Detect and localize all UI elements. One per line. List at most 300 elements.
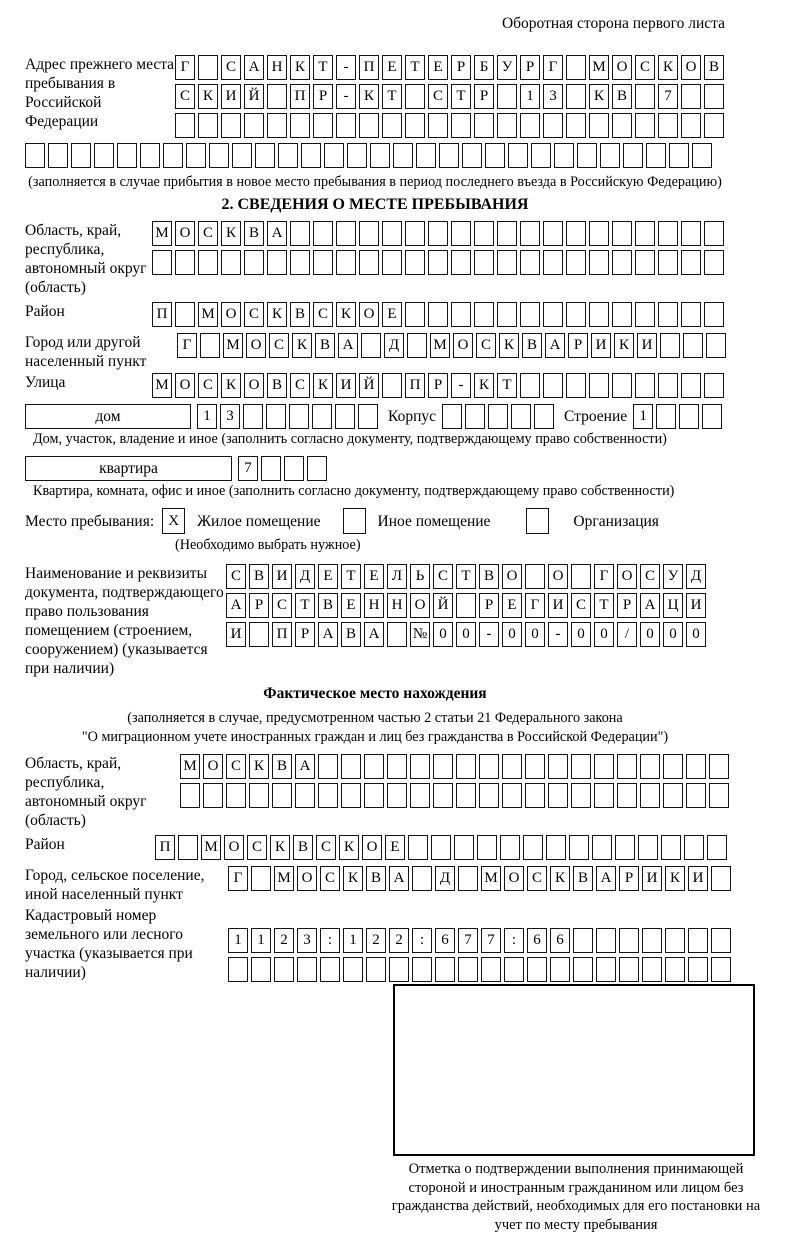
char-cell: П — [290, 84, 310, 109]
char-cell — [686, 783, 706, 808]
char-cell — [527, 957, 547, 982]
char-cell — [711, 866, 731, 891]
char-cell: В — [479, 564, 499, 589]
prev-address-row-4 — [25, 143, 725, 168]
char-cell: О — [221, 302, 241, 327]
char-cell — [387, 622, 407, 647]
char-cell: Т — [594, 593, 614, 618]
cadastre-row-2 — [228, 957, 731, 982]
section2-title: 2. СВЕДЕНИЯ О МЕСТЕ ПРЕБЫВАНИЯ — [221, 196, 529, 213]
char-cell — [335, 404, 355, 429]
char-cell: О — [502, 564, 522, 589]
char-cell — [387, 783, 407, 808]
char-cell — [589, 373, 609, 398]
char-cell — [382, 113, 402, 138]
char-cell: Д — [295, 564, 315, 589]
char-cell — [289, 404, 309, 429]
char-cell: 7 — [238, 456, 258, 481]
char-cell — [526, 508, 549, 534]
document-row-3 — [226, 622, 706, 647]
char-cell — [198, 250, 218, 275]
char-cell — [681, 373, 701, 398]
char-cell — [407, 333, 427, 358]
char-cell: : — [412, 928, 432, 953]
char-cell — [711, 928, 731, 953]
char-cell: В — [267, 373, 287, 398]
char-cell: А — [338, 333, 358, 358]
char-cell: О — [504, 866, 524, 891]
char-cell — [600, 143, 620, 168]
actual-city-label: Город, сельское поселение, иной населенный пункт — [25, 867, 205, 903]
char-cell — [175, 250, 195, 275]
char-cell: С — [226, 564, 246, 589]
char-cell: 6 — [550, 928, 570, 953]
char-cell — [566, 55, 586, 80]
char-cell: Ь — [410, 564, 430, 589]
char-cell — [435, 957, 455, 982]
char-cell: 2 — [389, 928, 409, 953]
char-cell: И — [548, 593, 568, 618]
char-cell — [481, 957, 501, 982]
char-cell — [243, 404, 263, 429]
char-cell — [635, 250, 655, 275]
char-cell: Р — [568, 333, 588, 358]
char-cell — [382, 221, 402, 246]
char-cell — [336, 250, 356, 275]
char-cell — [681, 84, 701, 109]
char-cell: К — [313, 373, 333, 398]
char-cell: В — [290, 302, 310, 327]
char-cell — [525, 564, 545, 589]
stay-type-label: Место пребывания: — [25, 512, 155, 530]
char-cell: Е — [502, 593, 522, 618]
char-cell — [619, 928, 639, 953]
char-cell — [704, 84, 724, 109]
char-cell — [497, 302, 517, 327]
apartment-number-row — [238, 456, 327, 481]
char-cell — [594, 754, 614, 779]
char-cell: И — [226, 622, 246, 647]
char-cell — [474, 302, 494, 327]
char-cell: Д — [686, 564, 706, 589]
char-cell — [681, 221, 701, 246]
char-cell: 2 — [366, 928, 386, 953]
char-cell — [589, 302, 609, 327]
char-cell: А — [295, 754, 315, 779]
char-cell — [497, 113, 517, 138]
char-cell — [704, 302, 724, 327]
char-cell: Е — [428, 55, 448, 80]
char-cell — [592, 835, 612, 860]
char-cell — [255, 143, 275, 168]
korpus-row — [442, 404, 554, 429]
char-cell — [704, 221, 724, 246]
char-cell: О — [246, 333, 266, 358]
prev-address-block — [25, 55, 725, 138]
char-cell — [573, 957, 593, 982]
char-cell: 7 — [458, 928, 478, 953]
char-cell: М — [430, 333, 450, 358]
char-cell: С — [527, 866, 547, 891]
char-cell — [228, 957, 248, 982]
char-cell — [336, 221, 356, 246]
char-cell: Н — [364, 593, 384, 618]
char-cell: 1 — [251, 928, 271, 953]
char-cell: К — [550, 866, 570, 891]
char-cell: А — [267, 221, 287, 246]
char-cell — [711, 957, 731, 982]
char-cell: Д — [435, 866, 455, 891]
city-row — [177, 333, 726, 358]
char-cell — [589, 221, 609, 246]
char-cell — [267, 84, 287, 109]
char-cell: 3 — [543, 84, 563, 109]
char-cell: М — [274, 866, 294, 891]
actual-location-note-2: "О миграционном учете иностранных граждан и лиц без гражданства в Российской Федерации") — [81, 729, 669, 745]
char-cell: К — [499, 333, 519, 358]
char-cell — [709, 754, 729, 779]
char-cell — [324, 143, 344, 168]
char-cell: И — [591, 333, 611, 358]
char-cell: С — [316, 835, 336, 860]
char-cell — [290, 250, 310, 275]
actual-location-title: Фактическое место нахождения — [263, 685, 487, 702]
char-cell — [458, 957, 478, 982]
option-residential-label: Жилое помещение — [197, 512, 321, 530]
char-cell — [186, 143, 206, 168]
char-cell — [635, 221, 655, 246]
char-cell: И — [221, 84, 241, 109]
char-cell: О — [612, 55, 632, 80]
char-cell: Е — [382, 55, 402, 80]
char-cell — [71, 143, 91, 168]
char-cell — [704, 113, 724, 138]
char-cell: В — [315, 333, 335, 358]
char-cell — [531, 143, 551, 168]
char-cell — [382, 373, 402, 398]
char-cell: С — [198, 221, 218, 246]
char-cell: Е — [341, 593, 361, 618]
cadastre-row-1 — [228, 928, 731, 953]
char-cell — [451, 250, 471, 275]
char-cell — [566, 373, 586, 398]
char-cell: И — [686, 593, 706, 618]
char-cell — [366, 957, 386, 982]
char-cell — [635, 113, 655, 138]
char-cell — [543, 250, 563, 275]
char-cell — [681, 302, 701, 327]
char-cell: С — [272, 593, 292, 618]
char-cell — [318, 783, 338, 808]
char-cell — [343, 508, 366, 534]
char-cell — [520, 250, 540, 275]
char-cell — [619, 957, 639, 982]
korpus-label: Корпус — [388, 408, 436, 425]
char-cell: К — [290, 55, 310, 80]
char-cell — [359, 250, 379, 275]
char-cell — [428, 113, 448, 138]
char-cell — [543, 113, 563, 138]
char-cell — [642, 957, 662, 982]
char-cell — [704, 373, 724, 398]
char-cell: Т — [405, 55, 425, 80]
char-cell — [635, 373, 655, 398]
char-cell: П — [405, 373, 425, 398]
apartment-line — [25, 456, 725, 481]
char-cell — [681, 250, 701, 275]
char-cell — [200, 333, 220, 358]
char-cell — [313, 221, 333, 246]
confirmation-stamp-box — [393, 984, 755, 1156]
actual-region-block — [25, 754, 725, 830]
char-cell: С — [244, 302, 264, 327]
char-cell — [290, 221, 310, 246]
char-cell: 0 — [456, 622, 476, 647]
char-cell: № — [410, 622, 430, 647]
char-cell — [358, 404, 378, 429]
char-cell — [266, 404, 286, 429]
char-cell — [679, 404, 699, 429]
char-cell — [686, 754, 706, 779]
char-cell — [433, 783, 453, 808]
char-cell: О — [203, 754, 223, 779]
char-cell — [178, 835, 198, 860]
char-cell: Й — [433, 593, 453, 618]
char-cell: Н — [267, 55, 287, 80]
char-cell — [479, 754, 499, 779]
char-cell: О — [362, 835, 382, 860]
char-cell — [313, 250, 333, 275]
char-cell — [410, 783, 430, 808]
char-cell — [706, 333, 726, 358]
char-cell: О — [244, 373, 264, 398]
char-cell: 0 — [594, 622, 614, 647]
char-cell — [318, 754, 338, 779]
char-cell — [428, 221, 448, 246]
char-cell — [458, 866, 478, 891]
char-cell — [451, 113, 471, 138]
char-cell — [290, 113, 310, 138]
char-cell — [638, 835, 658, 860]
char-cell: К — [339, 835, 359, 860]
char-cell: М — [481, 866, 501, 891]
char-cell — [589, 113, 609, 138]
char-cell — [359, 221, 379, 246]
char-cell: А — [640, 593, 660, 618]
house-number-row — [197, 404, 378, 429]
char-cell — [249, 783, 269, 808]
char-cell — [442, 404, 462, 429]
char-cell: О — [617, 564, 637, 589]
char-cell — [566, 84, 586, 109]
char-cell — [566, 221, 586, 246]
char-cell: К — [589, 84, 609, 109]
char-cell — [274, 957, 294, 982]
actual-district-label: Район — [25, 836, 65, 853]
char-cell — [665, 957, 685, 982]
char-cell — [267, 250, 287, 275]
street-row — [152, 373, 724, 398]
char-cell: М — [223, 333, 243, 358]
char-cell — [534, 404, 554, 429]
char-cell — [589, 250, 609, 275]
char-cell — [688, 928, 708, 953]
char-cell — [451, 221, 471, 246]
char-cell — [661, 835, 681, 860]
char-cell — [640, 783, 660, 808]
actual-region-row-1 — [180, 754, 729, 779]
cadastre-label: Кадастровый номер земельного или лесного участка (указывается при наличии) — [25, 907, 193, 981]
char-cell: К — [665, 866, 685, 891]
char-cell: Р — [617, 593, 637, 618]
char-cell: С — [428, 84, 448, 109]
char-cell: 1 — [633, 404, 653, 429]
char-cell — [428, 250, 448, 275]
stay-type-line — [25, 508, 725, 534]
char-cell — [244, 250, 264, 275]
region-row-2 — [152, 250, 724, 275]
actual-city-block — [25, 866, 725, 904]
char-cell — [405, 113, 425, 138]
char-cell — [612, 113, 632, 138]
checkbox-residential — [154, 508, 185, 534]
char-cell: С — [476, 333, 496, 358]
char-cell — [548, 783, 568, 808]
char-cell: Т — [295, 593, 315, 618]
char-cell: 0 — [640, 622, 660, 647]
char-cell — [543, 373, 563, 398]
char-cell: А — [545, 333, 565, 358]
char-cell — [203, 783, 223, 808]
char-cell — [364, 783, 384, 808]
prev-address-label: Адрес прежнего места пребывания в Российской Федерации — [25, 56, 175, 130]
char-cell: О — [548, 564, 568, 589]
char-cell: Р — [451, 55, 471, 80]
char-cell — [658, 373, 678, 398]
char-cell — [683, 333, 703, 358]
char-cell: К — [267, 302, 287, 327]
char-cell: 2 — [274, 928, 294, 953]
actual-district-block — [25, 835, 725, 860]
char-cell: П — [359, 55, 379, 80]
char-cell — [702, 404, 722, 429]
char-cell: 0 — [571, 622, 591, 647]
char-cell: М — [152, 221, 172, 246]
char-cell — [520, 373, 540, 398]
char-cell — [642, 928, 662, 953]
option-organization-label: Организация — [573, 512, 659, 530]
char-cell: Р — [249, 593, 269, 618]
char-cell — [554, 143, 574, 168]
char-cell — [465, 404, 485, 429]
char-cell: Ц — [663, 593, 683, 618]
city-label: Город или другой населенный пункт — [25, 334, 147, 370]
char-cell — [665, 928, 685, 953]
char-cell — [320, 957, 340, 982]
char-cell: 7 — [658, 84, 678, 109]
char-cell — [408, 835, 428, 860]
char-cell — [669, 143, 689, 168]
char-cell — [454, 835, 474, 860]
char-cell — [428, 302, 448, 327]
char-cell: С — [433, 564, 453, 589]
char-cell — [523, 835, 543, 860]
char-cell — [272, 783, 292, 808]
char-cell: А — [318, 622, 338, 647]
char-cell — [566, 302, 586, 327]
char-cell — [456, 783, 476, 808]
prev-address-row-2 — [175, 84, 724, 109]
char-cell: О — [224, 835, 244, 860]
char-cell — [596, 928, 616, 953]
char-cell: О — [175, 221, 195, 246]
char-cell: / — [617, 622, 637, 647]
char-cell — [405, 302, 425, 327]
char-cell: А — [596, 866, 616, 891]
char-cell — [658, 302, 678, 327]
char-cell — [707, 835, 727, 860]
char-cell: Т — [497, 373, 517, 398]
char-cell — [198, 55, 218, 80]
char-cell — [405, 250, 425, 275]
char-cell — [571, 783, 591, 808]
char-cell — [175, 302, 195, 327]
apartment-type-box: квартира — [25, 456, 232, 481]
char-cell — [361, 333, 381, 358]
char-cell: В — [704, 55, 724, 80]
char-cell — [704, 250, 724, 275]
char-cell — [617, 783, 637, 808]
checkbox-other — [335, 508, 366, 534]
char-cell — [479, 783, 499, 808]
char-cell: В — [612, 84, 632, 109]
char-cell — [684, 835, 704, 860]
char-cell — [569, 835, 589, 860]
char-cell: Е — [318, 564, 338, 589]
char-cell: - — [336, 84, 356, 109]
house-type-box: дом — [25, 404, 191, 429]
char-cell: С — [221, 55, 241, 80]
char-cell: У — [663, 564, 683, 589]
char-cell — [709, 783, 729, 808]
char-cell: И — [637, 333, 657, 358]
char-cell: С — [290, 373, 310, 398]
char-cell — [497, 84, 517, 109]
char-cell — [615, 835, 635, 860]
char-cell: 1 — [228, 928, 248, 953]
char-cell — [232, 143, 252, 168]
char-cell — [658, 113, 678, 138]
char-cell — [525, 754, 545, 779]
char-cell: В — [366, 866, 386, 891]
apartment-caption: Квартира, комната, офис и иное (заполнить согласно документу, подтверждающему право собственности) — [33, 483, 675, 499]
char-cell — [612, 373, 632, 398]
char-cell: М — [152, 373, 172, 398]
char-cell — [525, 783, 545, 808]
char-cell — [502, 754, 522, 779]
char-cell: : — [504, 928, 524, 953]
char-cell: В — [244, 221, 264, 246]
char-cell: В — [293, 835, 313, 860]
char-cell — [251, 866, 271, 891]
char-cell: И — [642, 866, 662, 891]
char-cell: О — [681, 55, 701, 80]
char-cell: Р — [313, 84, 333, 109]
prev-address-row-1 — [175, 55, 724, 80]
char-cell: Е — [382, 302, 402, 327]
stay-type-note: (Необходимо выбрать нужное) — [175, 537, 361, 553]
char-cell: Г — [594, 564, 614, 589]
